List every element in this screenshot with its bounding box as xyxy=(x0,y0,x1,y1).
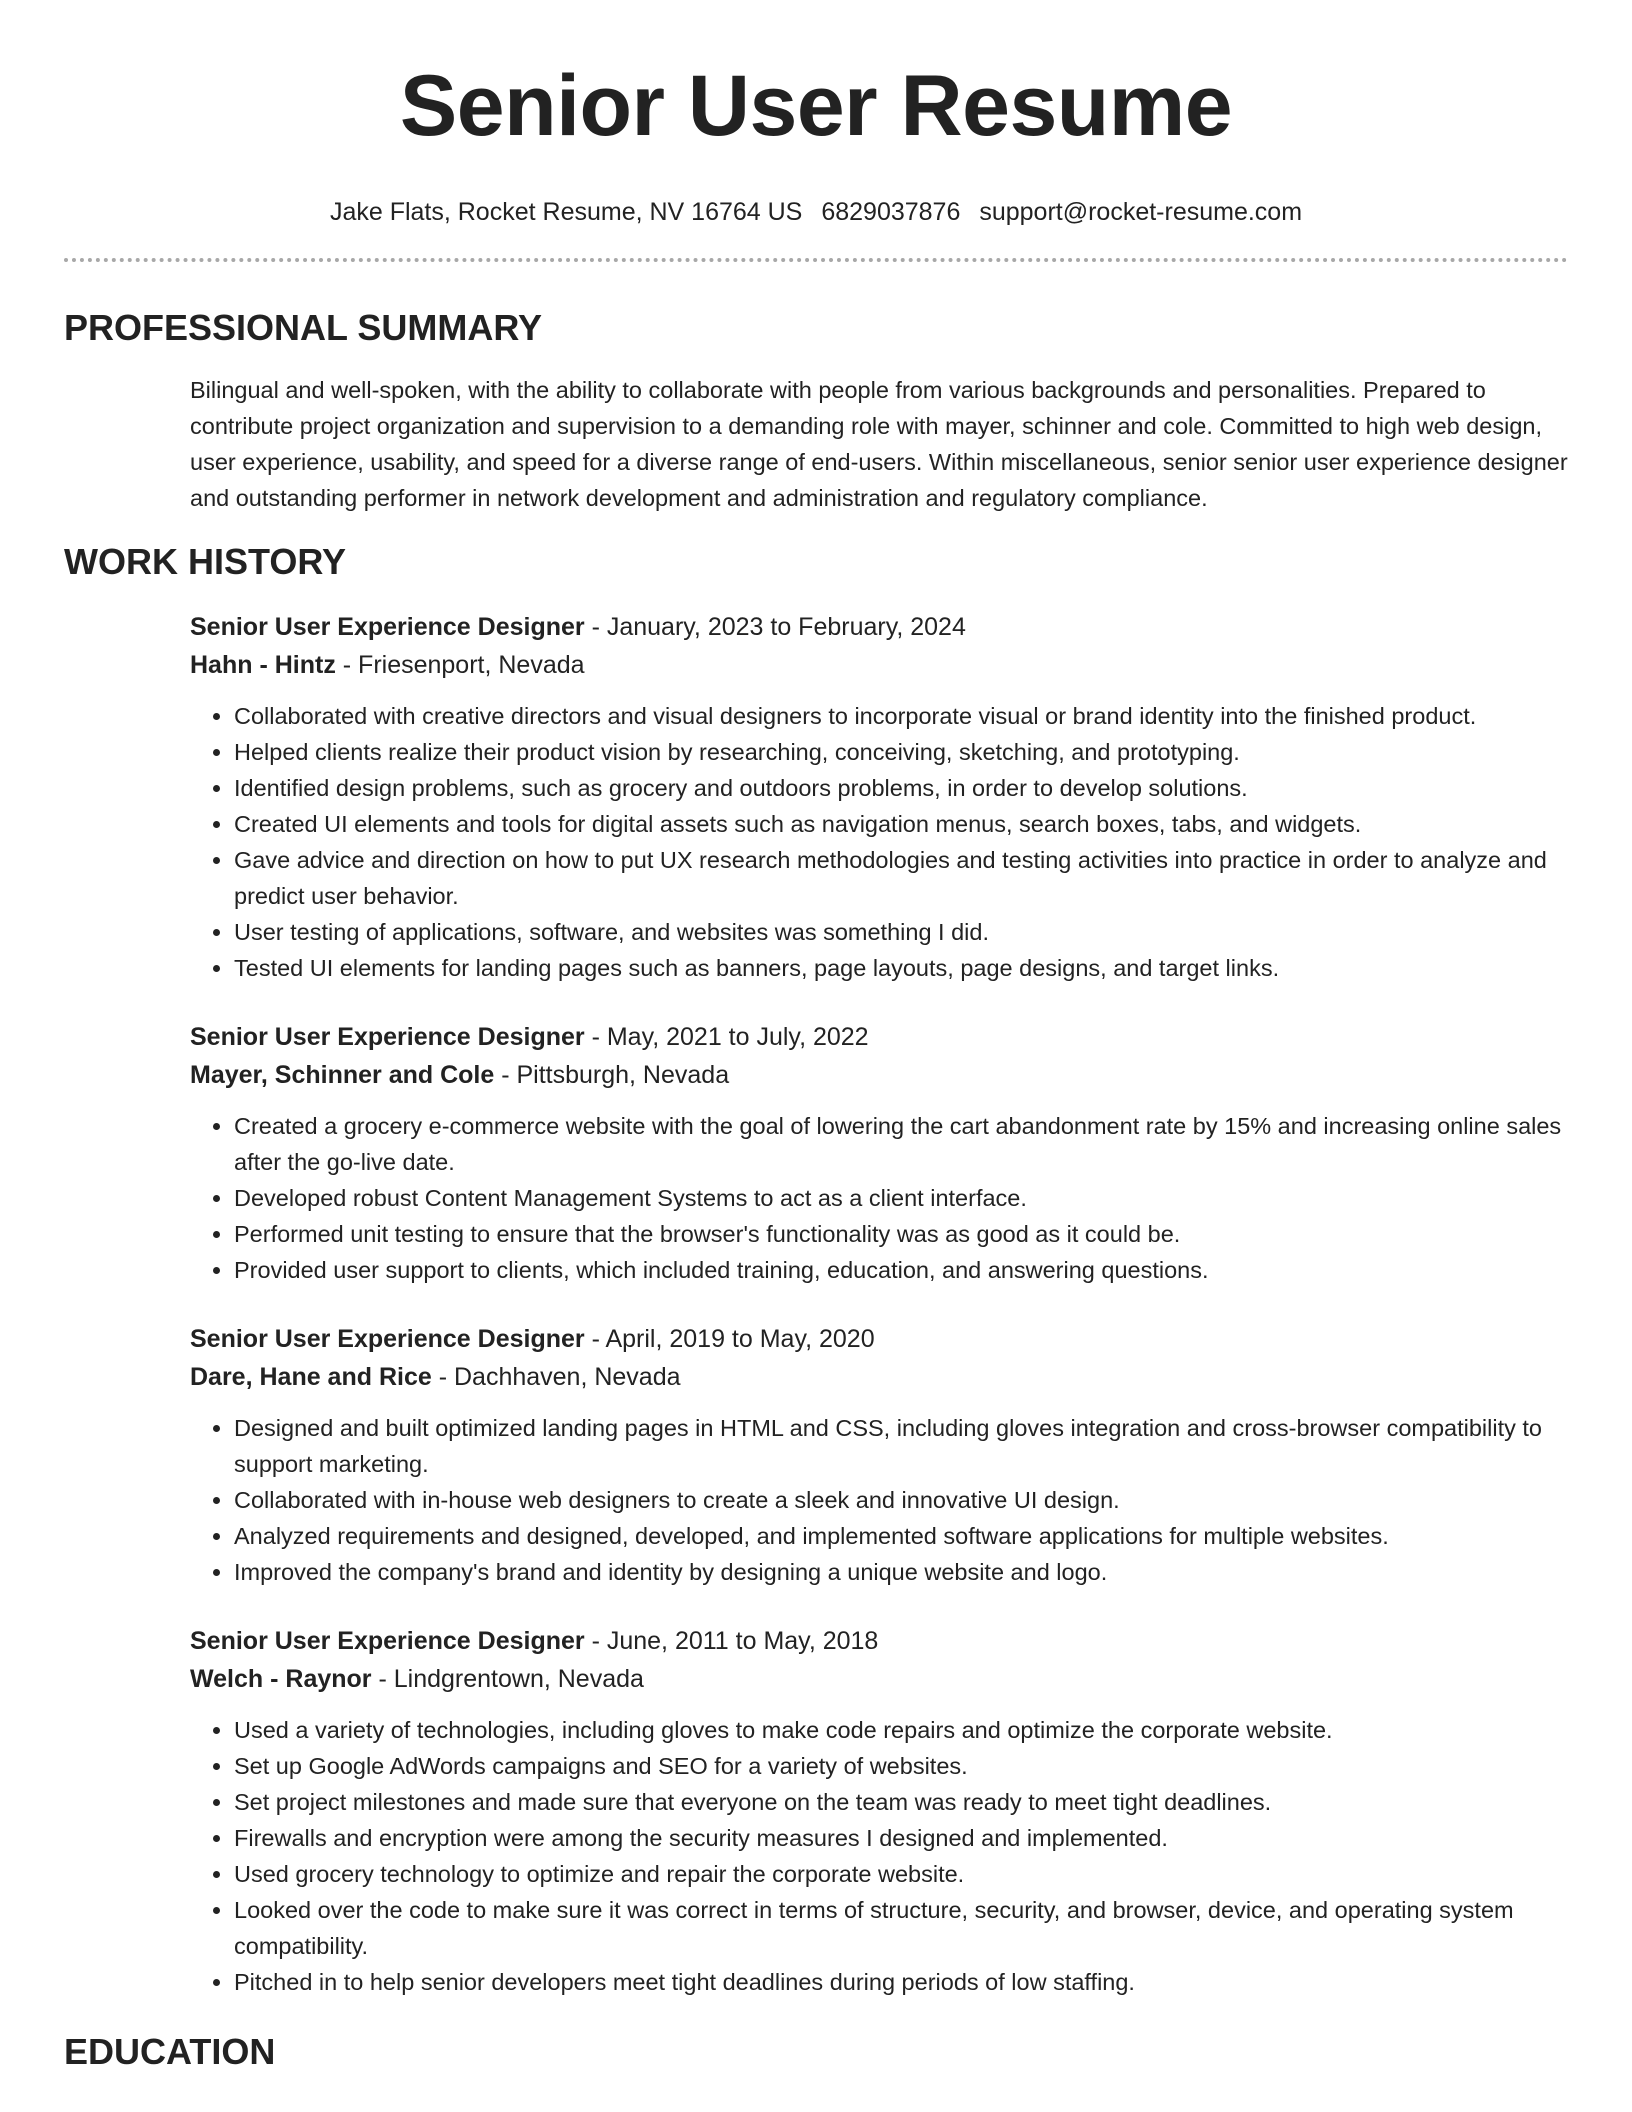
job-bullet: • Used grocery technology to optimize and repair the corporate website. xyxy=(234,1856,1568,1892)
job-company-line xyxy=(190,1660,1568,1698)
job-bullets xyxy=(190,1410,1568,1590)
header-divider xyxy=(64,258,1568,262)
job-bullet: • Pitched in to help senior developers meet tight deadlines during periods of low staffing. xyxy=(234,1964,1568,2000)
job-bullet: • User testing of applications, software, and websites was something I did. xyxy=(234,914,1568,950)
job-bullet: • Collaborated with in-house web designers to create a sleek and innovative UI design. xyxy=(234,1482,1568,1518)
job-entry xyxy=(190,1018,1568,1288)
job-entry xyxy=(190,1622,1568,2000)
job-role: Senior User Experience Designer xyxy=(190,1023,585,1051)
job-dates: - June, 2011 to May, 2018 xyxy=(584,1627,879,1655)
job-company-line xyxy=(190,646,1568,684)
job-bullet: • Developed robust Content Management Systems to act as a client interface. xyxy=(234,1180,1568,1216)
job-bullet: • Created UI elements and tools for digital assets such as navigation menus, search boxes, tabs, and widgets. xyxy=(234,806,1568,842)
education-heading: EDUCATION xyxy=(64,2031,276,2072)
contact-address: Jake Flats, Rocket Resume, NV 16764 US xyxy=(329,198,803,226)
job-location: - Friesenport, Nevada xyxy=(335,651,585,679)
job-bullet: • Identified design problems, such as grocery and outdoors problems, in order to develop solutions. xyxy=(234,770,1568,806)
job-company-line xyxy=(190,1358,1568,1396)
resume-title: Senior User Resume xyxy=(399,58,1233,154)
contact-email: support@rocket-resume.com xyxy=(979,198,1303,226)
job-bullet: • Designed and built optimized landing pages in HTML and CSS, including gloves integration and cross-browser compatibility to support marketing. xyxy=(234,1410,1568,1482)
job-entry xyxy=(190,1320,1568,1590)
job-bullet: • Set up Google AdWords campaigns and SEO for a variety of websites. xyxy=(234,1748,1568,1784)
job-bullet: • Provided user support to clients, which included training, education, and answering questions. xyxy=(234,1252,1568,1288)
job-bullet: • Collaborated with creative directors and visual designers to incorporate visual or brand identity into the finished product. xyxy=(234,698,1568,734)
job-title-line xyxy=(190,1320,1568,1358)
job-role: Senior User Experience Designer xyxy=(190,1627,585,1655)
job-company-line xyxy=(190,1056,1568,1094)
summary-heading: PROFESSIONAL SUMMARY xyxy=(64,307,543,348)
job-dates: - May, 2021 to July, 2022 xyxy=(584,1023,869,1051)
job-entry xyxy=(190,608,1568,986)
summary-text: Bilingual and well-spoken, with the ability to collaborate with people from various backgrounds and personalities. Prepared to contribute project organization and supervision to a demanding role with mayer, schinner and cole. Committed to high web design, user experience, usability, and speed for a diverse range of end-users. Within miscellaneous, senior senior user experience designer and outstanding performer in network development and administration and regulatory compliance. xyxy=(190,377,1568,511)
job-bullet: • Improved the company's brand and identity by designing a unique website and logo. xyxy=(234,1554,1568,1590)
job-dates: - January, 2023 to February, 2024 xyxy=(584,613,966,641)
job-bullet: • Performed unit testing to ensure that the browser's functionality was as good as it could be. xyxy=(234,1216,1568,1252)
job-role: Senior User Experience Designer xyxy=(190,1325,585,1353)
job-company: Hahn - Hintz xyxy=(190,651,336,679)
job-location: - Pittsburgh, Nevada xyxy=(494,1061,730,1089)
job-title-line xyxy=(190,608,1568,646)
job-location: - Lindgrentown, Nevada xyxy=(371,1665,644,1693)
job-company: Dare, Hane and Rice xyxy=(190,1363,432,1391)
job-bullets xyxy=(190,1712,1568,2000)
job-role: Senior User Experience Designer xyxy=(190,613,585,641)
job-company: Mayer, Schinner and Cole xyxy=(190,1061,495,1089)
job-bullet: • Gave advice and direction on how to put UX research methodologies and testing activities into practice in order to analyze and predict user behavior. xyxy=(234,842,1568,914)
job-bullet: • Looked over the code to make sure it was correct in terms of structure, security, and browser, device, and operating system compatibility. xyxy=(234,1892,1568,1964)
job-dates: - April, 2019 to May, 2020 xyxy=(584,1325,875,1353)
contact-phone: 6829037876 xyxy=(821,198,961,226)
job-bullet: • Firewalls and encryption were among the security measures I designed and implemented. xyxy=(234,1820,1568,1856)
job-bullet: • Helped clients realize their product vision by researching, conceiving, sketching, and prototyping. xyxy=(234,734,1568,770)
job-title-line xyxy=(190,1018,1568,1056)
job-title-line xyxy=(190,1622,1568,1660)
job-location: - Dachhaven, Nevada xyxy=(431,1363,681,1391)
job-bullet: • Created a grocery e-commerce website with the goal of lowering the cart abandonment rate by 15% and increasing online sales after the go-live date. xyxy=(234,1108,1568,1180)
job-bullet: • Set project milestones and made sure that everyone on the team was ready to meet tight deadlines. xyxy=(234,1784,1568,1820)
contact-line xyxy=(64,196,1568,228)
job-bullets xyxy=(190,698,1568,986)
work-history-heading: WORK HISTORY xyxy=(64,541,347,582)
job-bullets xyxy=(190,1108,1568,1288)
job-bullet: • Used a variety of technologies, including gloves to make code repairs and optimize the corporate website. xyxy=(234,1712,1568,1748)
job-bullet: • Tested UI elements for landing pages such as banners, page layouts, page designs, and target links. xyxy=(234,950,1568,986)
job-company: Welch - Raynor xyxy=(190,1665,372,1693)
job-bullet: • Analyzed requirements and designed, developed, and implemented software applications for multiple websites. xyxy=(234,1518,1568,1554)
